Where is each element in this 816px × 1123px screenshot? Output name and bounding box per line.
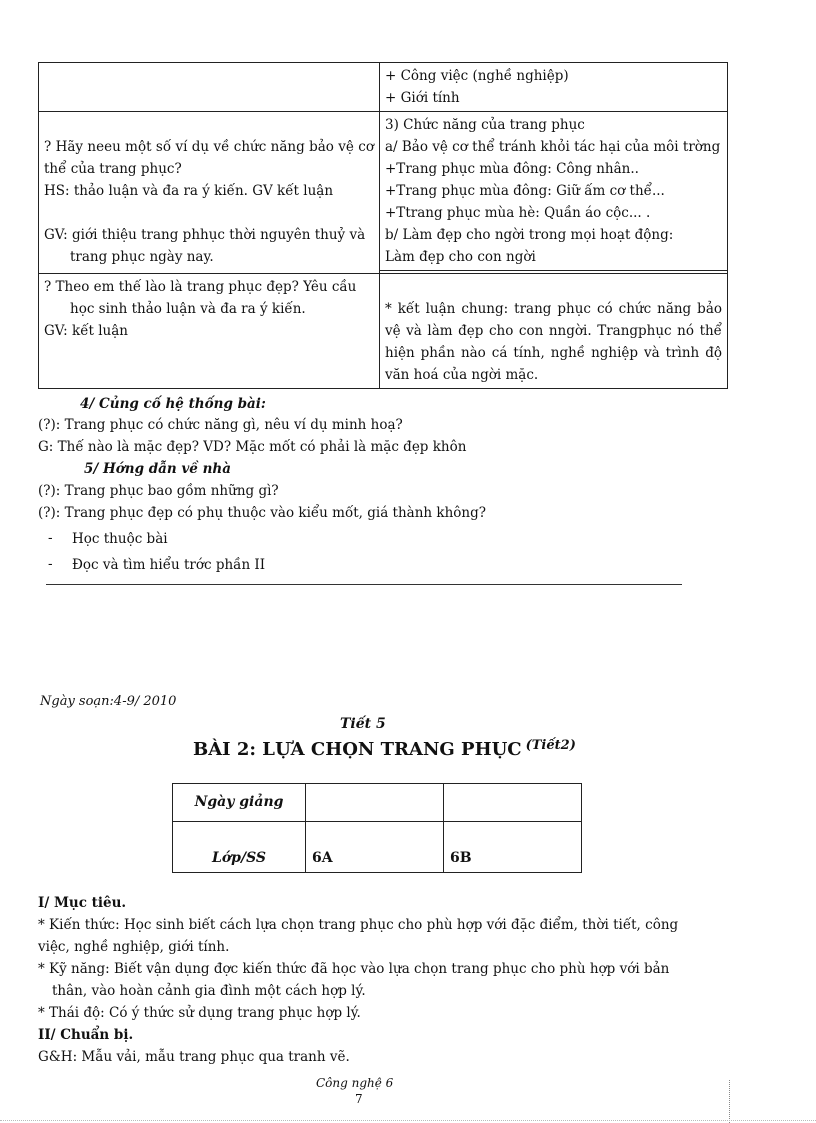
table-line: Làm đẹp cho con ngời (385, 249, 536, 265)
section-divider (46, 584, 682, 585)
table-cell-right (380, 274, 728, 389)
objectives-heading: I/ Mục tiêu. (38, 895, 127, 911)
lesson-activity-table (38, 62, 728, 389)
prep-date: Ngày soạn:4-9/ 2010 (40, 694, 177, 709)
table-cell-left (39, 112, 380, 274)
bullet-dash-icon: - (48, 530, 53, 546)
table-line: + Công việc (nghề nghiệp) (385, 68, 569, 84)
table-line: +Ttrang phục mùa hè: Quần áo cộc... . (385, 205, 651, 221)
table-cell-right (380, 112, 728, 274)
table-line: b/ Làm đẹp cho ngời trong mọi hoạt động: (385, 227, 674, 243)
table-line: a/ Bảo vệ cơ thể tránh khỏi tác hại của môi trờng (385, 139, 721, 155)
general-conclusion: * kết luận chung: trang phục có chức năng bảo vệ và làm đẹp cho con nngời. Trangphục nó thể hiện phần nào cá tính, nghề nghiệp và trình độ văn hoá của ngời mặc. (385, 301, 722, 383)
review-line: (?): Trang phục có chức năng gì, nêu ví dụ minh hoạ? (38, 417, 403, 433)
table-row (39, 274, 728, 389)
class-6a: 6A (306, 821, 444, 872)
table-cell-left (39, 274, 380, 389)
objective-knowledge: * Kiến thức: Học sinh biết cách lựa chọn trang phục cho phù hợp với đặc điểm, thời tiết, công (38, 917, 679, 933)
lesson-title-text: BÀI 2: LỰA CHỌN TRANG PHỤC (193, 739, 522, 760)
teacher-activity-cont: trang phục ngày nay. (70, 249, 214, 265)
section-heading: 3) Chức năng của trang phục (385, 117, 585, 133)
table-row (173, 821, 582, 872)
table-row (39, 112, 728, 274)
table-line: + Giới tính (385, 90, 460, 106)
teacher-activity: GV: giới thiệu trang phhục thời nguyên thuỷ và (44, 227, 366, 243)
table-row (173, 784, 582, 822)
class-6b: 6B (444, 821, 582, 872)
bullet-dash-icon: - (48, 556, 53, 572)
table-row (39, 63, 728, 112)
lesson-subtitle: (Tiết2) (525, 738, 576, 753)
page-bottom-guide (0, 1120, 816, 1121)
teaching-date-label: Ngày giảng (173, 784, 306, 822)
prep-heading: II/ Chuẩn bị. (38, 1027, 134, 1043)
section-4-heading: 4/ Củng cố hệ thống bài: (80, 396, 266, 412)
teaching-date-6b (444, 784, 582, 822)
homework-bullet: Đọc và tìm hiểu trớc phần II (72, 557, 266, 573)
prep-line: G&H: Mẫu vải, mẫu trang phục qua tranh vẽ. (38, 1049, 350, 1065)
objective-skill-cont: thân, vào hoàn cảnh gia đình một cách hợp lý. (52, 983, 366, 999)
homework-bullet: Học thuộc bài (72, 531, 168, 547)
review-line: G: Thế nào là mặc đẹp? VD? Mặc mốt có phải là mặc đẹp khôn (38, 439, 467, 455)
lesson-title (193, 739, 576, 760)
objective-knowledge-cont: việc, nghề nghiệp, giới tính. (38, 939, 230, 955)
table-cell-right (380, 63, 728, 112)
teacher-question: ? Theo em thế lào là trang phục đẹp? Yêu cầu (44, 279, 357, 295)
table-line: +Trang phục mùa đông: Giữ ấm cơ thể... (385, 183, 665, 199)
objective-attitude: * Thái độ: Có ý thức sử dụng trang phục hợp lý. (38, 1005, 361, 1021)
teacher-question: ? Hãy neeu một số ví dụ về chức năng bảo vệ cơ thể của trang phục? (44, 139, 374, 177)
homework-line: (?): Trang phục bao gồm những gì? (38, 483, 279, 499)
table-line: +Trang phục mùa đông: Công nhân.. (385, 161, 639, 177)
footer-subject: Công nghệ 6 (316, 1076, 394, 1090)
lesson-period: Tiết 5 (340, 716, 386, 732)
table-cell-left (39, 63, 380, 112)
page-number: 7 (355, 1092, 363, 1106)
teaching-date-6a (306, 784, 444, 822)
teaching-schedule-table (172, 783, 582, 873)
homework-line: (?): Trang phục đẹp có phụ thuộc vào kiểu mốt, giá thành không? (38, 505, 486, 521)
teacher-activity: GV: kết luận (44, 323, 128, 339)
section-5-heading: 5/ Hớng dẫn về nhà (84, 461, 231, 477)
student-activity: HS: thảo luận và đa ra ý kiến. GV kết luận (44, 183, 334, 199)
margin-guide (729, 1080, 730, 1123)
objective-skill: * Kỹ năng: Biết vận dụng đợc kiến thức đã học vào lựa chọn trang phục cho phù hợp với bản (38, 961, 670, 977)
teacher-question-cont: học sinh thảo luận và đa ra ý kiến. (70, 301, 306, 317)
class-label: Lớp/SS (173, 821, 306, 872)
